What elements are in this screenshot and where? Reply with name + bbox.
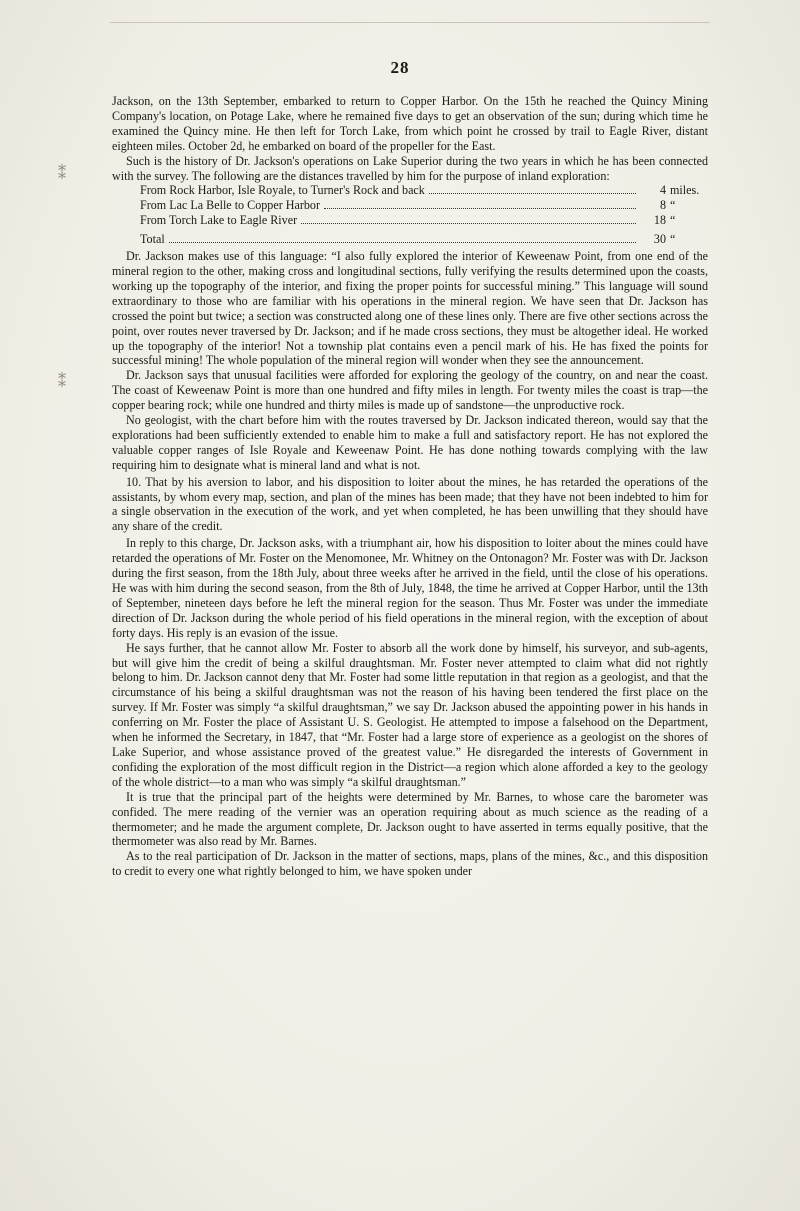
distance-unit: “ — [670, 213, 676, 228]
distance-value: 4 — [659, 183, 666, 198]
distance-value: 18 — [653, 213, 666, 228]
paragraph: Dr. Jackson says that unusual facilities were afforded for exploring the geology of the country, on and near the coast. The coast of Keweenaw Point is more than one hundred and fifty miles in length. For twenty miles the coast is trap—the copper bearing rock; while one hundred and thirty miles is made up of sandstone—the unproductive rock. — [112, 368, 708, 413]
total-unit: “ — [670, 232, 676, 247]
paragraph: No geologist, with the chart before him with the routes traversed by Dr. Jackson indicated thereon, would say that the explorations had been sufficiently extended to enable him to make a full and satisfactory report. He has not explored the valuable copper ranges of Isle Royale and Keweenaw Point. He has done nothing towards complying with the law requiring him to designate what is mineral land and what is not. — [112, 413, 708, 472]
top-rule — [110, 22, 710, 23]
distance-unit: miles. — [670, 183, 700, 198]
leader-dots — [429, 193, 636, 194]
distance-value: 8 — [659, 198, 666, 213]
distance-row — [140, 198, 708, 213]
paragraph: Jackson, on the 13th September, embarked to return to Copper Harbor. On the 15th he reached the Quincy Mining Company's location, on Potage Lake, where he remained five days to get an observation of the sun; during which time he examined the Quincy mine. He then left for Torch Lake, from which point he crossed by trail to Eagle River, distant eighteen miles. October 2d, he embarked on board of the propeller for the East. — [112, 94, 708, 153]
paragraph: He says further, that he cannot allow Mr. Foster to absorb all the work done by himself, his surveyor, and sub-agents, but will give him the credit of being a skilful draughtsman. Mr. Foster never attempted to claim what did not rightly belong to him. Dr. Jackson cannot deny that Mr. Foster had some little reputation in that region as a geologist, and that the circumstance of his being a skilful draughtsman was not the reason of his having been tendered the first place on the survey. If Mr. Foster was simply “a skilful draughtsman,” we say Dr. Jackson abused the appointing power in his hands in conferring on Mr. Foster the place of Assistant U. S. Geologist. He attempted to impose a falsehood on the Department, when he informed the Secretary, in 1847, that “Mr. Foster had a large store of experience as a geologist on the shores of Lake Superior, and whose assistance proved of the greatest value.” He disregarded the interests of Government in confiding the exploration of the most difficult region in the District—a region which alone afforded a key to the geology of the whole district—to a man who was simply “a skilful draughtsman.” — [112, 640, 708, 789]
leader-dots — [324, 208, 636, 209]
distance-total-row — [140, 232, 708, 247]
paragraph: As to the real participation of Dr. Jackson in the matter of sections, maps, plans of the mines, &c., and this disposition to credit to every one what rightly belonged to him, we have spoken under — [112, 849, 708, 879]
paragraph: Dr. Jackson makes use of this language: “I also fully explored the interior of Keweenaw Point, from one end of the mineral region to the other, making cross and longitudinal sections, fully verifying the results determined upon the coasts, working up the topography of the interior, and fixing the proper points for successful mining.” This language will sound extraordinary to those who are familiar with his operations in the mineral region. We have seen that Dr. Jackson has crossed the point but twice; a section was constructed along one of these lines only. There are five other sections across the point, over routes never traversed by Dr. Jackson; and if he made cross sections, they must be altogether ideal. He worked up the topography of the interior! Not a township plat contains even a pencil mark of his. He has fixed the points for successful mining! The whole population of the mineral region will wonder when they see the announcement. — [112, 249, 708, 368]
distance-label: From Rock Harbor, Isle Royale, to Turner's Rock and back — [140, 183, 425, 198]
distance-row — [140, 183, 708, 198]
total-value: 30 — [653, 232, 666, 247]
paragraph: It is true that the principal part of the heights were determined by Mr. Barnes, to whose care the barometer was confided. The mere reading of the vernier was an operation requiring about as much science as the reading of a thermometer; and he made the argument complete, Dr. Jackson ought to have asserted in terms equally positive, that the thermometer was also read by Mr. Barnes. — [112, 789, 708, 849]
page-number: 28 — [390, 58, 410, 77]
leader-dots — [301, 223, 636, 224]
distance-label: From Lac La Belle to Copper Harbor — [140, 198, 321, 213]
leader-dots — [169, 242, 636, 243]
body-text — [112, 94, 708, 879]
distance-row — [140, 213, 708, 228]
distance-label: From Torch Lake to Eagle River — [140, 213, 298, 228]
paragraph: In reply to this charge, Dr. Jackson asks, with a triumphant air, how his disposition to loiter about the mines could have retarded the operations of Mr. Foster on the Menomonee, Mr. Whitney on the Ontonagon? Mr. Foster was with Dr. Jackson during the first season, from the 18th July, about three weeks after he arrived in the field, until the close of his operations. He was with him during the second season, from the 8th of July, 1848, the time he arrived at Copper Harbor, until the 13th of September, nineteen days before he left the mineral region for the season. Thus Mr. Foster was under the immediate direction of Dr. Jackson during the whole period of his field operations in the mineral region, with the exception of about forty days. His reply is an evasion of the issue. — [112, 536, 708, 640]
total-label: Total — [140, 232, 165, 247]
margin-mark: ⁑ — [58, 374, 66, 391]
paragraph: 10. That by his aversion to labor, and his disposition to loiter about the mines, he has retarded the operations of the assistants, by whom every map, section, and plan of the mines has been made; that they have not been indebted to him for a single observation in the execution of the work, and yet when completed, he has been unwilling that they should have any share of the credit. — [112, 474, 708, 534]
margin-mark: ⁑ — [58, 166, 66, 183]
paragraph: Such is the history of Dr. Jackson's operations on Lake Superior during the two years in which he has been connected with the survey. The following are the distances travelled by him for the purpose of inland exploration: — [112, 153, 708, 183]
distance-unit: “ — [670, 198, 676, 213]
